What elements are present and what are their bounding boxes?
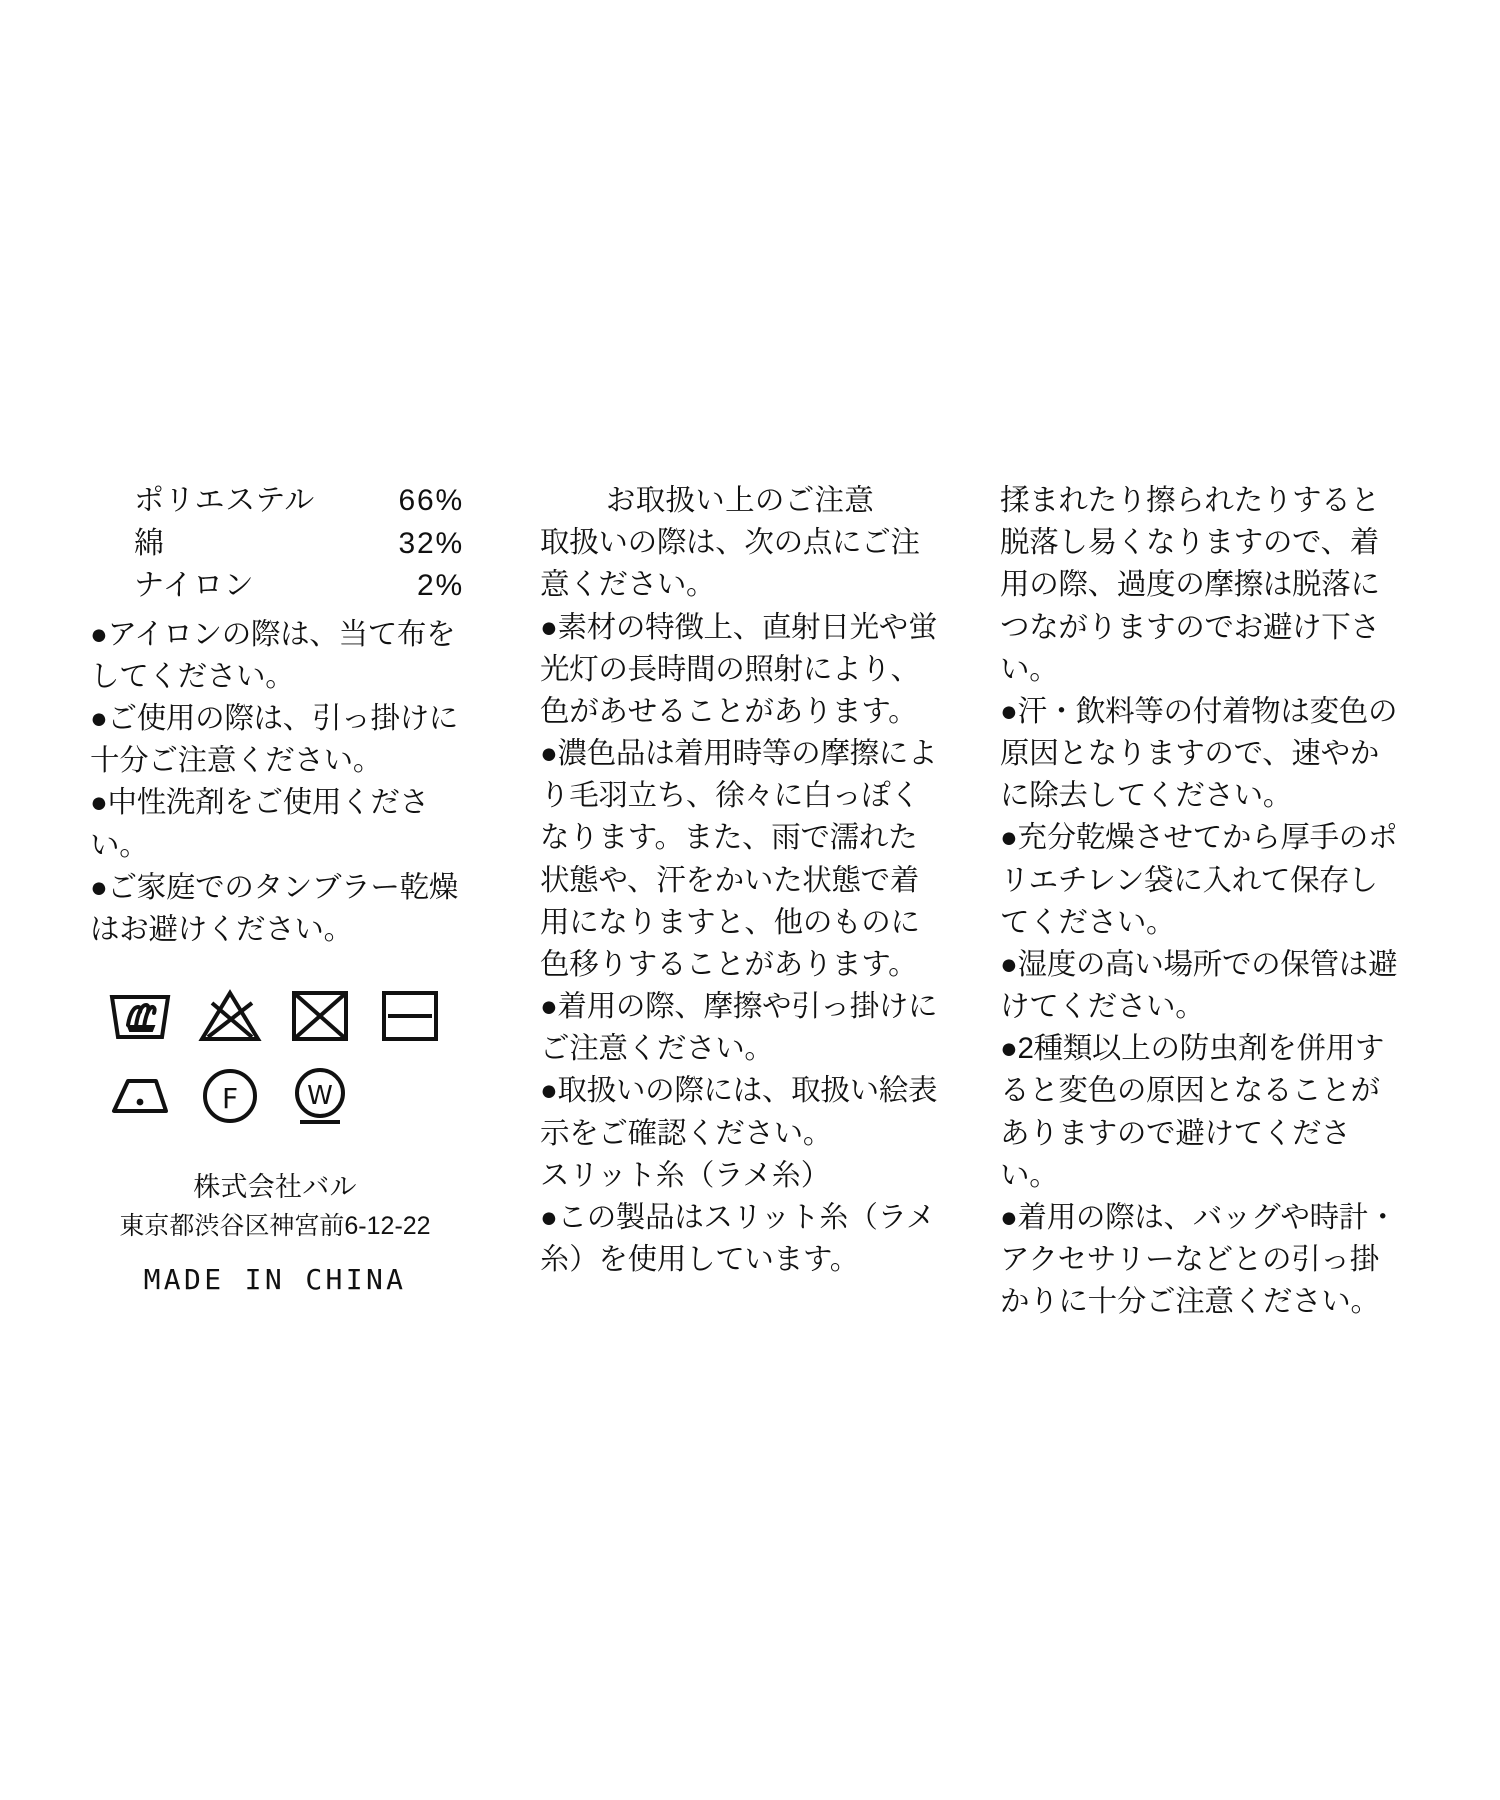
note-item: ●アイロンの際は、当て布をしてください。: [90, 617, 456, 693]
note-item: ●汗・飲料等の付着物は変色の原因となりますので、速やかに除去してください。: [1000, 694, 1398, 813]
note-item: ●2種類以上の防虫剤を併用すると変色の原因となることがありますので避けてください。: [1000, 1032, 1385, 1192]
care-symbols-row-1: [90, 985, 480, 1047]
intro-text: 取扱いの際は、次の点にご注意ください。: [540, 526, 920, 602]
wetclean-w-symbol: [288, 1065, 352, 1127]
company-name: 株式会社バル: [193, 1172, 357, 1203]
label-columns: [90, 480, 1420, 1323]
fiber-percent: 32%: [398, 526, 464, 560]
left-notes-list: [90, 614, 480, 951]
table-row: [134, 480, 464, 523]
note-item: ●中性洗剤をご使用ください。: [90, 786, 429, 862]
note-item: ●濃色品は着用時等の摩擦により毛羽立ち、徐々に白っぽくなります。また、雨で濡れた状態や、汗をかいた状態で着用になりますと、他のものに色移りすることがあります。: [540, 737, 938, 981]
note-item: ●充分乾燥させてから厚手のポリエチレン袋に入れて保存してください。: [1000, 821, 1398, 939]
note-continuation: 揉まれたり擦られたりすると脱落し易くなりますので、着用の際、過度の摩擦は脱落につながりますのでお避け下さい。: [1000, 484, 1380, 686]
note-item: ●この製品はスリット糸（ラメ糸）を使用しています。: [540, 1200, 936, 1277]
note-item: ●取扱いの際には、取扱い絵表示をご確認ください。: [540, 1074, 938, 1150]
svg-text:W: W: [307, 1081, 333, 1112]
table-row: [134, 523, 464, 566]
fiber-name: 綿: [134, 526, 165, 560]
note-item: ●着用の際は、バッグや時計・アクセサリーなどとの引っ掛かりに十分ご注意ください。: [1000, 1200, 1398, 1319]
middle-notes-list: [540, 522, 940, 1281]
svg-text:F: F: [221, 1082, 239, 1116]
material-note-title: スリット糸（ラメ糸）: [540, 1158, 830, 1192]
left-column: [90, 480, 480, 1301]
country-of-origin: MADE IN CHINA: [143, 1263, 407, 1297]
note-item: ●湿度の高い場所での保管は避けてください。: [1000, 947, 1398, 1024]
section-heading: お取扱い上のご注意: [605, 484, 875, 517]
hand-wash-symbol: [108, 985, 172, 1047]
right-notes-list: [1000, 480, 1400, 1323]
note-item: ●ご使用の際は、引っ掛けに十分ご注意ください。: [90, 702, 458, 778]
fiber-percent: 2%: [417, 569, 464, 603]
iron-low-symbol: [108, 1065, 172, 1127]
flat-dry-symbol: [378, 985, 442, 1047]
no-tumble-dry-symbol: [288, 985, 352, 1047]
care-symbols-row-2: [90, 1065, 480, 1127]
note-item: ●素材の特徴上、直射日光や蛍光灯の長時間の照射により、色があせることがあります。: [540, 610, 938, 728]
middle-column: [540, 480, 940, 1281]
care-symbols-group: [90, 985, 480, 1127]
table-row: [134, 565, 464, 608]
manufacturer-block: [90, 1167, 460, 1301]
company-address: 東京都渋谷区神宮前6-12-22: [119, 1211, 431, 1240]
no-bleach-symbol: [198, 985, 262, 1047]
fiber-percent: 66%: [398, 484, 464, 517]
note-item: ●着用の際、摩擦や引っ掛けにご注意ください。: [540, 990, 938, 1066]
right-column: [1000, 480, 1400, 1323]
fiber-composition-table: [90, 480, 464, 608]
fiber-name: ナイロン: [134, 569, 255, 603]
note-item: ●ご家庭でのタンブラー乾燥はお避けください。: [90, 870, 458, 946]
fiber-name: ポリエステル: [134, 484, 315, 517]
dryclean-f-symbol: [198, 1065, 262, 1127]
